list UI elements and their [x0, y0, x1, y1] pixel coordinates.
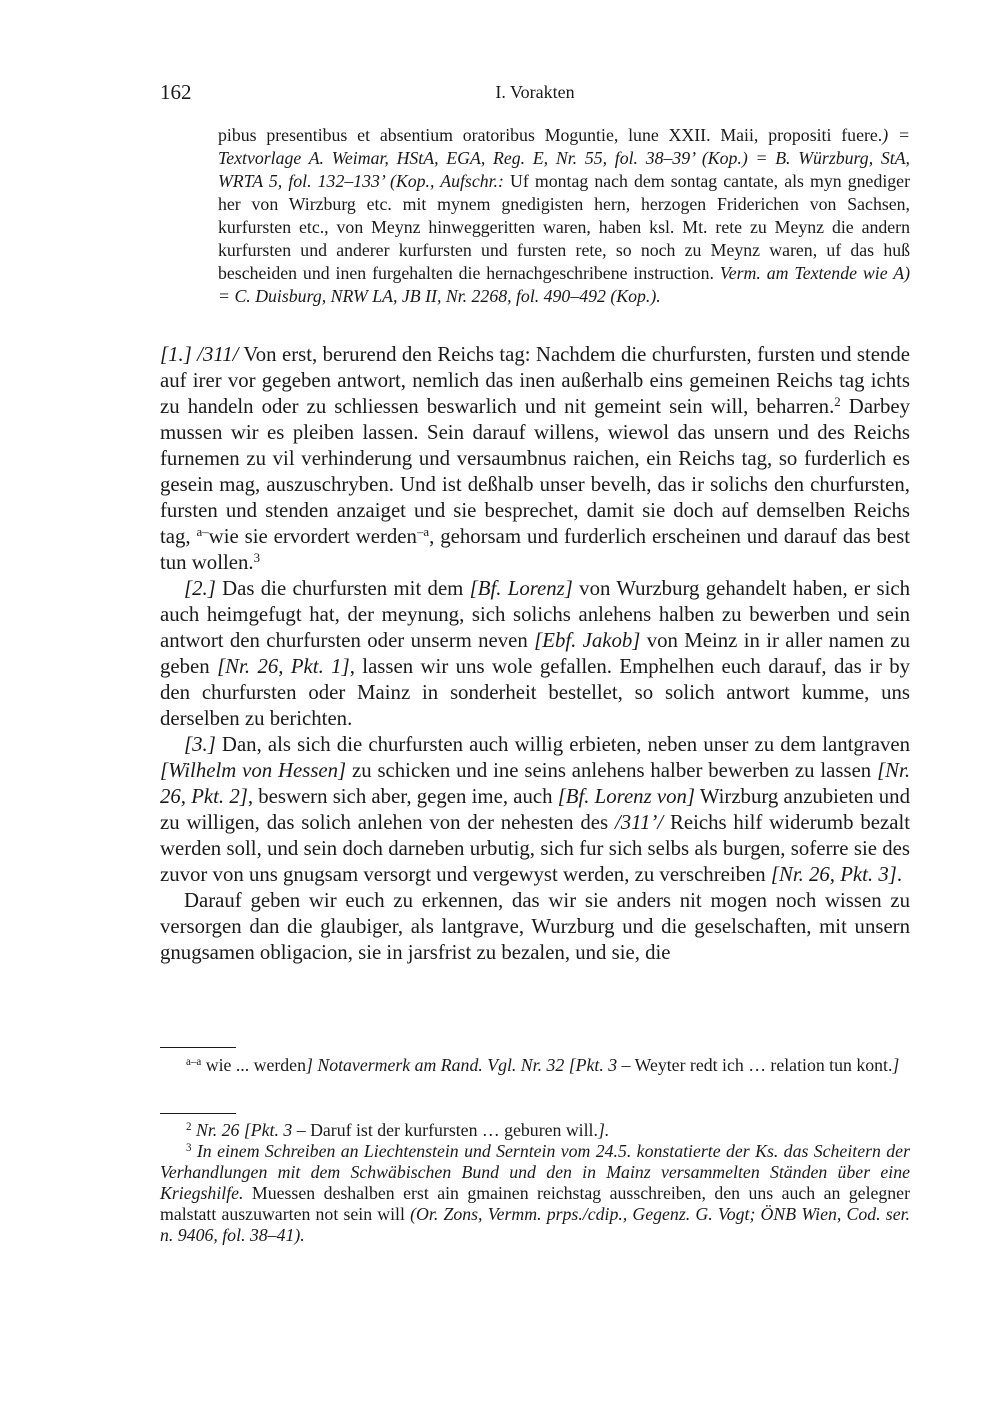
page-number: 162 — [160, 80, 192, 104]
footnote-ref-3: 3 — [253, 550, 261, 565]
note-a-mark: a–a — [186, 1055, 202, 1068]
paragraph-marker: [2.] — [184, 577, 216, 600]
editorial-insert: [Nr. 26, Pkt. 1] — [217, 655, 350, 678]
paragraph-1: [1.] /311/ Von erst, berurend den Reichs tag: Nachdem die churfursten, fursten und stende auf irer vor gegeben antwort, nemlich das inen außerhalb eins gemeinen Reichs tag ichts zu handeln oder zu schliessen beswarlich und nit gemeint sein will, beharren.$^2$ Darbey mussen wir es pleiben lassen. Sein darauf willens, wiewol das unsern und des Reichs furnemen zu vil verhinderung und versaumbnus raichen, ein Reichs tag, so furderlich es gesein mag, auszuschryben. Und ist deßhalb unser bevelh, das ir solichs den churfursten, fursten und stenden anzaiget und sie besprechet, damit sie doch auf demselben Reichs tag, $^{a-}$wie sie ervordert werden$^{-a}$, gehorsam und furderlich erscheinen und darauf das best tun wollen.$^3$ — [160, 343, 911, 574]
paragraph-marker: [1.] /311/ — [160, 343, 239, 366]
editorial-insert: [Nr. 26, Pkt. 3] — [770, 863, 897, 886]
footnotes — [160, 1120, 910, 1246]
editorial-insert: [Wilhelm von Hessen] — [160, 759, 347, 782]
footnote-ref-2: 2 — [834, 394, 841, 409]
editorial-insert: [Nr. 26, Pkt. 2] — [160, 759, 911, 808]
note-a-open: a– — [196, 524, 209, 539]
editorial-insert: [Bf. Lorenz von] — [557, 785, 695, 808]
folio-marker: /311’/ — [614, 811, 664, 834]
footnote-2-mark: 2 — [186, 1120, 192, 1133]
paragraph-3: [3.] Dan, als sich die churfursten auch willig erbieten, neben unser zu dem lantgraven [Wilhelm von Hessen] zu schicken und ine seins anlehens halber bewerben zu lassen [Nr. 26, Pkt. 2], beswern sich aber, gegen ime, auch [Bf. Lorenz von] Wirzburg anzubieten und zu willigen, das solich anlehen von der nehesten des /311’/ Reichs hilf widerumb bezalt werden soll, und sein doch darneben urbutig, sich fur sich selbs als burgen, soferre sie des zuvor von uns gnugsam versorgt und vergewyst werden, zu verschreiben [Nr. 26, Pkt. 3]. — [160, 733, 911, 886]
textual-notes — [160, 1054, 910, 1077]
editorial-insert: [Ebf. Jakob] — [534, 629, 641, 652]
headnote-aufschrift: Uf montag nach dem sontag cantate, als myn gnediger her von Wirzburg etc. mit mynem gnedigisten hern, herzogen Friderichen von Sachsen, kurfursten etc., von Meynz hinweggeritten waren, haben ksl. Mt. rete zu Meynz die andern kurfursten und anderer kurfursten und fursten rete, so noch zu Meynz waren, uf das huß bescheiden und inen furgehalten die hernachgeschribene instruction. — [218, 171, 910, 283]
footnotes-rule — [160, 1113, 236, 1114]
paragraph-4: Darauf geben wir euch zu erkennen, das wir sie anders nit mogen noch wissen zu versorgen dan die glaubiger, als lantgrave, Wurzburg und die geselschaften, mit unsern gnugsamen obligacion, sie in jarsfrist zu bezalen, und sie, die — [160, 889, 910, 964]
footnote-3: $^3$ In einem Schreiben an Liechtenstein und Serntein vom 24.5. konstatierte der Ks. das Scheitern der Verhandlungen mit dem Schwäbischen Bund und den in Mainz versammelten Ständen über eine Kriegshilfe. Muessen deshalben erst ain gmainen reichstag ausschreiben, den uns auch an gelegner malstatt auszuwarten not sein will (Or. Zons, Vermm. prps./cdip., Gegenz. G. Vogt; ÖNB Wien, Cod. ser. n. 9406, fol. 38–41). — [160, 1141, 910, 1245]
note-a: $^{a-a}$ wie ... werden] Notavermerk am Rand. Vgl. Nr. 32 [Pkt. 3 – Weyter redt ich … relation tun kont.] — [186, 1055, 900, 1075]
textual-notes-rule — [160, 1047, 236, 1048]
document-headnote — [218, 124, 910, 308]
page-header — [160, 80, 910, 110]
headnote-source-a: ) = Textvorlage A. Weimar, HStA, EGA, Reg. E, Nr. 55, fol. 38–39’ (Kop.) = B. Würzburg, StA, WRTA 5, fol. 132–133’ (Kop., Aufschr.: — [218, 125, 910, 191]
headnote-source-c: Verm. am Textende wie A) = C. Duisburg, NRW LA, JB II, Nr. 2268, fol. 490–492 (Kop.). — [218, 263, 910, 306]
footnote-3-mark: 3 — [186, 1141, 192, 1154]
editorial-insert: [Bf. Lorenz] — [469, 577, 573, 600]
running-head: I. Vorakten — [495, 82, 575, 102]
paragraph-marker: [3.] — [184, 733, 216, 756]
document-body — [160, 342, 910, 966]
note-a-close: –a — [416, 524, 430, 539]
footnote-2: $^2$ Nr. 26 [Pkt. 3 – Daruf ist der kurfursten … geburen will.]. — [186, 1120, 610, 1140]
headnote-text: pibus presentibus et absentium oratoribus Moguntie, lune XXII. Maii, propositi fuere. — [218, 125, 883, 145]
paragraph-2: [2.] Das die churfursten mit dem [Bf. Lorenz] von Wurzburg gehandelt haben, er sich auch heimgefugt hat, der meynung, sich solichs anlehens halben zu bewerben und sein antwort den churfursten oder unserm neven [Ebf. Jakob] von Meinz in ir aller namen zu geben [Nr. 26, Pkt. 1], lassen wir uns wole gefallen. Emphelhen euch darauf, das ir by den churfursten oder Mainz in sonderheit bestellet, so solich antwort kumme, uns derselben zu berichten. — [160, 577, 911, 730]
